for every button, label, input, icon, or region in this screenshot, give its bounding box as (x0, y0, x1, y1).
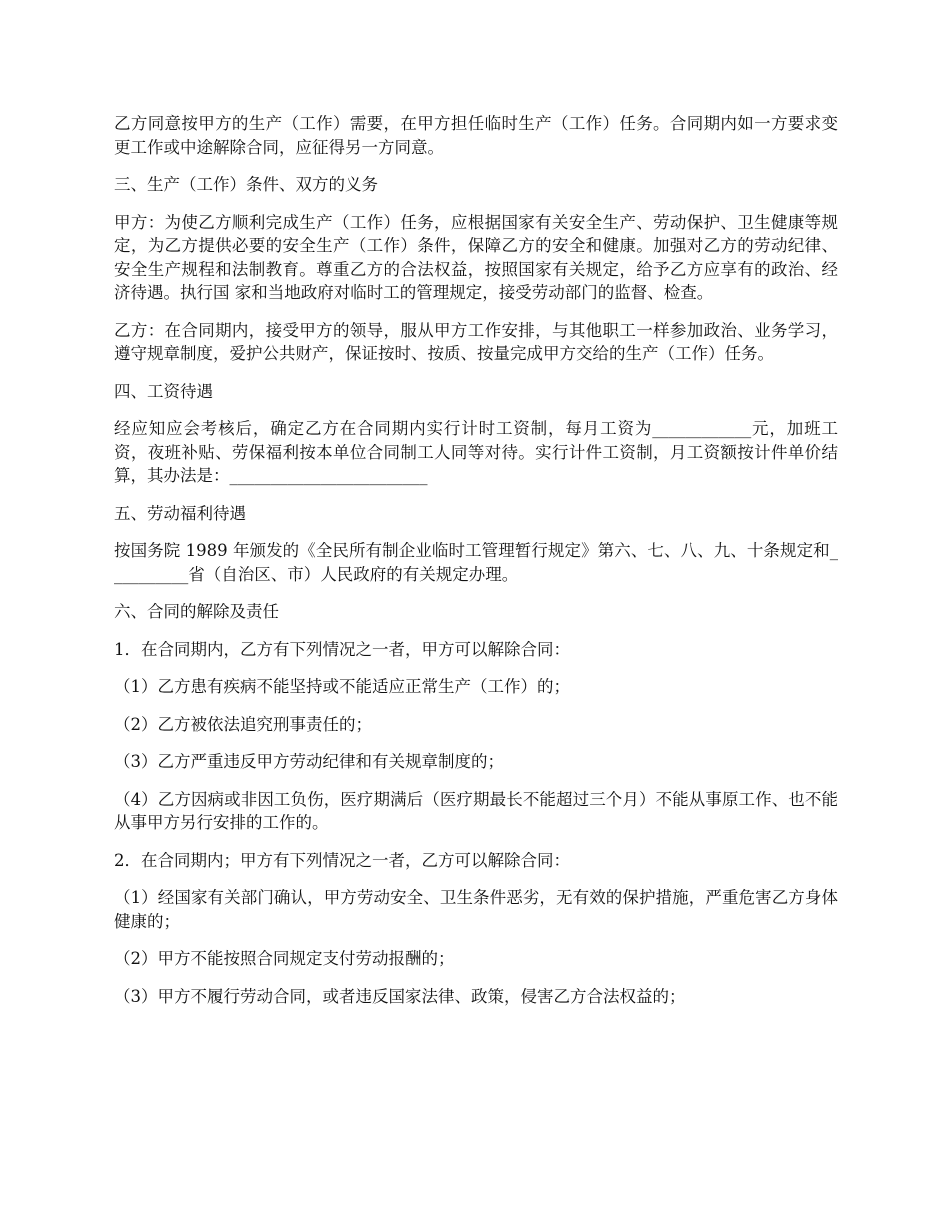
paragraph-welfare: 按国务院 1989 年颁发的《全民所有制企业临时工管理暂行规定》第六、七、八、九、十条规定和__________省（自治区、市）人民政府的有关规定办理。 (114, 541, 838, 584)
list-item-1: 1．在合同期内，乙方有下列情况之一者，甲方可以解除合同： (114, 639, 570, 659)
list-item-2-3: （3）甲方不履行劳动合同，或者违反国家法律、政策，侵害乙方合法权益的； (114, 986, 686, 1006)
document-page (114, 112, 838, 1022)
section-heading-3: 三、生产（工作）条件、双方的义务 (114, 175, 378, 194)
list-item-1-1: （1）乙方患有疾病不能坚持或不能适应正常生产（工作）的； (114, 677, 570, 696)
list-item-2: 2．在合同期内；甲方有下列情况之一者，乙方可以解除合同： (114, 850, 570, 870)
list-item-1-3: （3）乙方严重违反甲方劳动纪律和有关规章制度的； (114, 752, 504, 771)
paragraph-party-b-duties: 乙方：在合同期内，接受甲方的领导，服从甲方工作安排，与其他职工一样参加政治、业务学习，遵守规章制度，爱护公共财产，保证按时、按质、按量完成甲方交给的生产（工作）任务。 (114, 320, 838, 363)
list-item-2-1: （1）经国家有关部门确认，甲方劳动安全、卫生条件恶劣，无有效的保护措施，严重危害乙方身体健康的； (114, 888, 838, 931)
paragraph-wages: 经应知应会考核后，确定乙方在合同期内实行计时工资制，每月工资为____________元，加班工资，夜班补贴、劳保福利按本单位合同制工人同等对待。实行计件工资制，月工资额按计件单价结算，其办法是：________________________ (114, 419, 838, 485)
section-heading-6: 六、合同的解除及责任 (114, 602, 279, 621)
list-item-2-2: （2）甲方不能按照合同规定支付劳动报酬的； (114, 949, 455, 968)
paragraph-party-a-duties: 甲方：为使乙方顺利完成生产（工作）任务，应根据国家有关安全生产、劳动保护、卫生健康等规定，为乙方提供必要的安全生产（工作）条件，保障乙方的安全和健康。加强对乙方的劳动纪律、安全生产规程和法制教育。尊重乙方的合法权益，按照国家有关规定，给予乙方应享有的政治、经济待遇。执行国 家和当地政府对临时工的管理规定，接受劳动部门的监督、检查。 (114, 212, 838, 302)
section-heading-5: 五、劳动福利待遇 (114, 503, 246, 523)
paragraph-intro: 乙方同意按甲方的生产（工作）需要，在甲方担任临时生产（工作）任务。合同期内如一方要求变更工作或中途解除合同，应征得另一方同意。 (114, 114, 838, 157)
section-heading-4: 四、工资待遇 (114, 381, 213, 401)
list-item-1-2: （2）乙方被依法追究刑事责任的； (114, 714, 372, 734)
list-item-1-4: （4）乙方因病或非因工负伤，医疗期满后（医疗期最长不能超过三个月）不能从事原工作、也不能从事甲方另行安排的工作的。 (114, 789, 838, 832)
